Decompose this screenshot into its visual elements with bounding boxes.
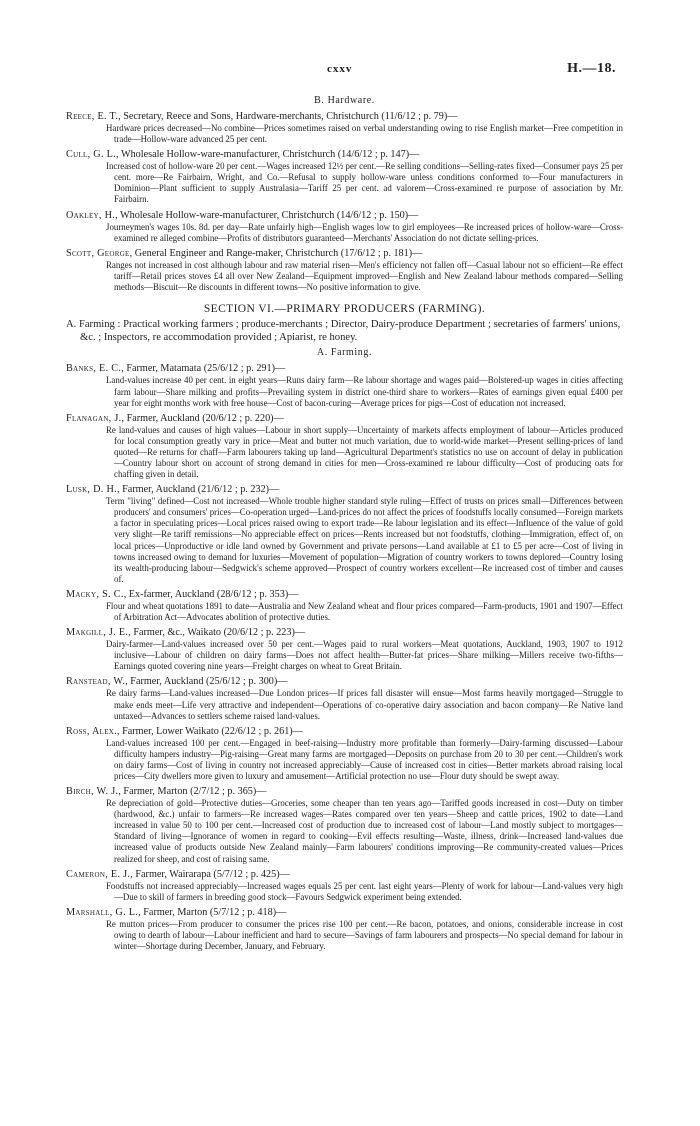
witness-details: Farmer, Auckland (25/6/12 ; p. 300)— bbox=[130, 676, 288, 688]
witness-name: Scott, George bbox=[66, 247, 130, 259]
witness-line: Ranstead, W., Farmer, Auckland (25/6/12 ; p. 300)— bbox=[66, 676, 288, 688]
witness-entry bbox=[66, 110, 623, 145]
witness-line: Flanagan, J., Farmer, Auckland (20/6/12 ; p. 220)— bbox=[66, 412, 284, 424]
witness-name: Oakley, H. bbox=[66, 209, 116, 221]
evidence-summary: Re dairy farms—Land-values increased—Due London prices—If prices fall disaster will ensue—Most farms heavily mortgaged—Struggle to make ends meet—Life very attractive and independent—Operations of co-operative dairy association and bacon company—Re Native land untaxed—Advances to settlers scheme raised land-values. bbox=[106, 688, 623, 721]
witness-name: Reece, E. T. bbox=[66, 111, 119, 122]
evidence-summary: Term "living" defined—Cost not increased—Whole trouble higher standard style ruling—Effect of trusts on prices small—Differences between producers' and consumers' prices—Co-operation urged—Land-prices do not affect the prices of foodstuffs locally consumed—Foreign markets a factor in speculating prices—Local prices raised owing to export trade—Re labour legislation and its effect—Influence of the value of gold very slight—Re tariff remissions—No appreciable effect on prices—Rents increased but not foodstuffs, clothing—Immigration, effect of, on local prices—Unproductive or idle land owned by Government and private persons—Land available at £1 to £5 per acre—Cost of living in towns increased owing to demand for luxuries—Movement of population—Migration of country workers to towns deplored—Country losing its wealth-producing labour—Sedgwick's scheme approved—Prospect of country workers excellent—Re increased cost of timber and causes of. bbox=[106, 496, 623, 584]
witness-line: Ross, Alex., Farmer, Lower Waikato (22/6/12 ; p. 261)— bbox=[66, 725, 303, 737]
witness-line: Scott, George, General Engineer and Range-maker, Christchurch (17/6/12 ; p. 181)— bbox=[66, 247, 423, 259]
evidence-summary: Land-values increase 40 per cent. in eight years—Runs dairy farm—Re labour shortage and wages paid—Bolstered-up wages in cities affecting farm labour—Share milking and profits—Prevailing system in district one-third share to workers—Rates of earnings given equal £400 per year for eight months work with free house—Cost of bacon-curing—Average prices for pigs—Cost of education not increased. bbox=[106, 375, 623, 408]
document-body bbox=[66, 95, 623, 955]
witness-details: Farmer, Marton (5/7/12 ; p. 418)— bbox=[143, 906, 287, 918]
witness-details: Farmer, Lower Waikato (22/6/12 ; p. 261)— bbox=[122, 725, 303, 737]
page-number: cxxv bbox=[327, 63, 353, 75]
witness-name: Birch, W. J. bbox=[66, 786, 119, 798]
evidence-summary: Re land-values and causes of high values—Labour in short supply—Uncertainty of markets affects employment of labour—Articles produced for local consumption greatly vary in price—Meat and butter not much variation, due to world-wide market—Present selling-prices of land quoted—Re returns for chaff—Farm labourers taking up land—Agricultural Department's statistics no use on account of delay in publication—Country labour short on account of strong demand in cities for men—Cross-examined re labour difficulty—Cost of producing oats for chaffing given in detail. bbox=[106, 424, 623, 480]
witness-line: Makgill, J. E., Farmer, &c., Waikato (20/6/12 ; p. 223)— bbox=[66, 627, 306, 639]
witness-name: Flanagan, J. bbox=[66, 412, 122, 424]
witness-entry bbox=[66, 247, 623, 293]
witness-entry bbox=[66, 209, 623, 244]
evidence-summary: Journeymen's wages 10s. 8d. per day—Rate unfairly high—English wages low to girl employees—Re increased prices of hollow-ware—Cross-examined re alleged combine—Profits of distributors guaranteed—Merchants' Association do not dictate selling-prices. bbox=[106, 221, 623, 243]
evidence-summary: Land-values increased 100 per cent.—Engaged in beef-raising—Industry more profitable than formerly—Dairy-farming discussed—Labour difficulty hampers industry—Pig-raising—Great many farms are mortgaged—Deposits on purchase from 20 to 30 per cent.—Children's work on dairy farms—Cost of living in country not increased appreciably—Cause of increased cost in cities—Better markets abroad raising local prices—City dwellers more given to luxury and amusement—Artificial protection no use—Flour duty should be swept away. bbox=[106, 737, 623, 781]
witness-entry bbox=[66, 906, 623, 952]
witness-details: Farmer, Wairarapa (5/7/12 ; p. 425)— bbox=[135, 868, 290, 880]
witness-details: Farmer, Auckland (21/6/12 ; p. 232)— bbox=[122, 484, 280, 496]
section-topics: A. Farming : Practical working farmers ; produce-merchants ; Director, Dairy-produce Department ; secretaries of farmers' unions, &c. ; Inspectors, re accommodation provided ; Apiarist, re honey. bbox=[66, 319, 621, 344]
hardware-entries bbox=[66, 110, 623, 293]
witness-entry bbox=[66, 412, 623, 480]
witness-name: Marshall, G. L. bbox=[66, 906, 139, 918]
witness-name: Makgill, J. E. bbox=[66, 627, 129, 639]
witness-details: General Engineer and Range-maker, Christchurch (17/6/12 ; p. 181)— bbox=[134, 247, 423, 259]
witness-details: Wholesale Hollow-ware-manufacturer, Christchurch (14/6/12 ; p. 150)— bbox=[120, 209, 419, 221]
witness-line: Macky, S. C., Ex-farmer, Auckland (28/6/12 ; p. 353)— bbox=[66, 588, 299, 600]
witness-details: Farmer, Matamata (25/6/12 ; p. 291)— bbox=[126, 363, 286, 375]
witness-line: Birch, W. J., Farmer, Marton (2/7/12 ; p. 365)— bbox=[66, 786, 267, 798]
witness-details: Farmer, Marton (2/7/12 ; p. 365)— bbox=[123, 786, 267, 798]
witness-line: Cameron, E. J., Farmer, Wairarapa (5/7/12 ; p. 425)— bbox=[66, 868, 290, 880]
witness-entry bbox=[66, 725, 623, 782]
witness-line: Lusk, D. H., Farmer, Auckland (21/6/12 ; p. 232)— bbox=[66, 484, 280, 496]
witness-line: Reece, E. T., Secretary, Reece and Sons, Hardware-merchants, Christchurch (11/6/12 ; p. 79)— bbox=[66, 111, 458, 122]
witness-name: Banks, E. C. bbox=[66, 363, 122, 375]
witness-entry bbox=[66, 675, 623, 721]
witness-entry bbox=[66, 588, 623, 623]
witness-name: Ross, Alex. bbox=[66, 725, 117, 737]
evidence-summary: Hardware prices decreased—No combine—Prices sometimes raised on verbal understanding owing to rise English market—Free competition in trade—Hollow-ware advanced 25 per cent. bbox=[106, 123, 623, 145]
witness-line: Banks, E. C., Farmer, Matamata (25/6/12 ; p. 291)— bbox=[66, 363, 286, 375]
witness-entry bbox=[66, 626, 623, 672]
witness-details: Ex-farmer, Auckland (28/6/12 ; p. 353)— bbox=[128, 588, 299, 600]
witness-line: Cull, G. L., Wholesale Hollow-ware-manufacturer, Christchurch (14/6/12 ; p. 147)— bbox=[66, 149, 420, 161]
witness-details: Wholesale Hollow-ware-manufacturer, Christchurch (14/6/12 ; p. 147)— bbox=[120, 149, 420, 161]
hardware-heading: B. Hardware. bbox=[314, 95, 375, 106]
witness-details: Farmer, Auckland (20/6/12 ; p. 220)— bbox=[126, 412, 284, 424]
evidence-summary: Re mutton prices—From producer to consumer the prices rise 100 per cent.—Re bacon, potatoes, and onions, considerable increase in cost owing to dearth of labour—Labour inefficient and hard to secure—Savings of farm labourers and prospects—No special demand for labour in winter—Shortage during December, January, and February. bbox=[106, 918, 623, 951]
evidence-summary: Foodstuffs not increased appreciably—Increased wages equals 25 per cent. last eight years—Plenty of work for labour—Land-values very high—Due to skill of farmers in breeding good stock—Favours Sedgwick experiment being extended. bbox=[106, 880, 623, 902]
witness-name: Lusk, D. H. bbox=[66, 484, 117, 496]
witness-details: Secretary, Reece and Sons, Hardware-merchants, Christchurch (11/6/12 ; p. 79)— bbox=[123, 111, 458, 122]
witness-name: Cull, G. L. bbox=[66, 149, 117, 161]
witness-entry bbox=[66, 785, 623, 865]
farming-entries bbox=[66, 362, 623, 952]
witness-name: Ranstead, W. bbox=[66, 676, 126, 688]
witness-entry bbox=[66, 148, 623, 205]
witness-details: Farmer, &c., Waikato (20/6/12 ; p. 223)— bbox=[133, 627, 306, 639]
witness-name: Cameron, E. J. bbox=[66, 868, 131, 880]
evidence-summary: Ranges not increased in cost although labour and raw material risen—Men's efficiency not fallen off—Casual labour not so efficient—Re effect tariff—Retail prices stoves £4 all over New Zealand—Equipment improved—English and New Zealand labour methods compared—Selling methods—Biscuit—Re discounts in different towns—No positive information to give. bbox=[106, 259, 623, 292]
section-heading: SECTION VI.—PRIMARY PRODUCERS (FARMING). bbox=[203, 303, 486, 316]
evidence-summary: Increased cost of hollow-ware 20 per cent.—Wages increased 12½ per cent.—Re selling conditions—Selling-rates fixed—Consumer pays 25 per cent. more—Re Fairbairn, Wright, and Co.—Refusal to supply hollow-ware unless conditions conformed to—Four manufacturers in Dominion—Plant sufficient to supply Australasia—Tariff 25 per cent. ad valorem—Cross-examined re purpose of association by Mr. Fairbairn. bbox=[106, 161, 623, 205]
witness-line: Oakley, H., Wholesale Hollow-ware-manufacturer, Christchurch (14/6/12 ; p. 150)— bbox=[66, 209, 419, 221]
document-reference: H.—18. bbox=[567, 61, 616, 76]
evidence-summary: Flour and wheat quotations 1891 to date—Australia and New Zealand wheat and flour prices compared—Farm-products, 1901 and 1907—Effect of Arbitration Act—Advocates abolition of protective duties. bbox=[106, 600, 623, 623]
witness-line: Marshall, G. L., Farmer, Marton (5/7/12 ; p. 418)— bbox=[66, 906, 287, 918]
witness-entry bbox=[66, 362, 623, 408]
page-header bbox=[0, 63, 700, 81]
witness-name: Macky, S. C. bbox=[66, 588, 124, 600]
witness-entry bbox=[66, 868, 623, 903]
evidence-summary: Re depreciation of gold—Protective duties—Groceries, some cheaper than ten years ago—Tariffed goods increased in cost—Duty on timber (hardwood, &c.) unfair to farmers—Re increased wages—Rates compared over ten years—Sheep and cattle prices, 1902 to date—Land increased in value 50 to 100 per cent.—Increased cost of production due to increased cost of labour—Land mostly subject to mortgages—Standard of living—Ignorance of women in regard to cooking—Evil effects resulting—Waste, illness, drink—Increased land-values due increased value of products outside New Zealand mainly—Farm labourers' conditions improving—Re community-created values—Prices realized for sheep, and cost of raising same. bbox=[106, 798, 623, 864]
witness-entry bbox=[66, 483, 623, 585]
evidence-summary: Dairy-farmer—Land-values increased over 50 per cent.—Wages paid to rural workers—Meat quotations, Auckland, 1903, 1907 to 1912 inclusive—Labour of children on dairy farms—Does not affect health—Butter-fat prices—Share milking—Millers receive two-fifths—Earnings quoted covering nine years—Freight charges on wheat to Great Britain. bbox=[106, 639, 623, 672]
farming-heading: A. Farming. bbox=[316, 347, 373, 359]
